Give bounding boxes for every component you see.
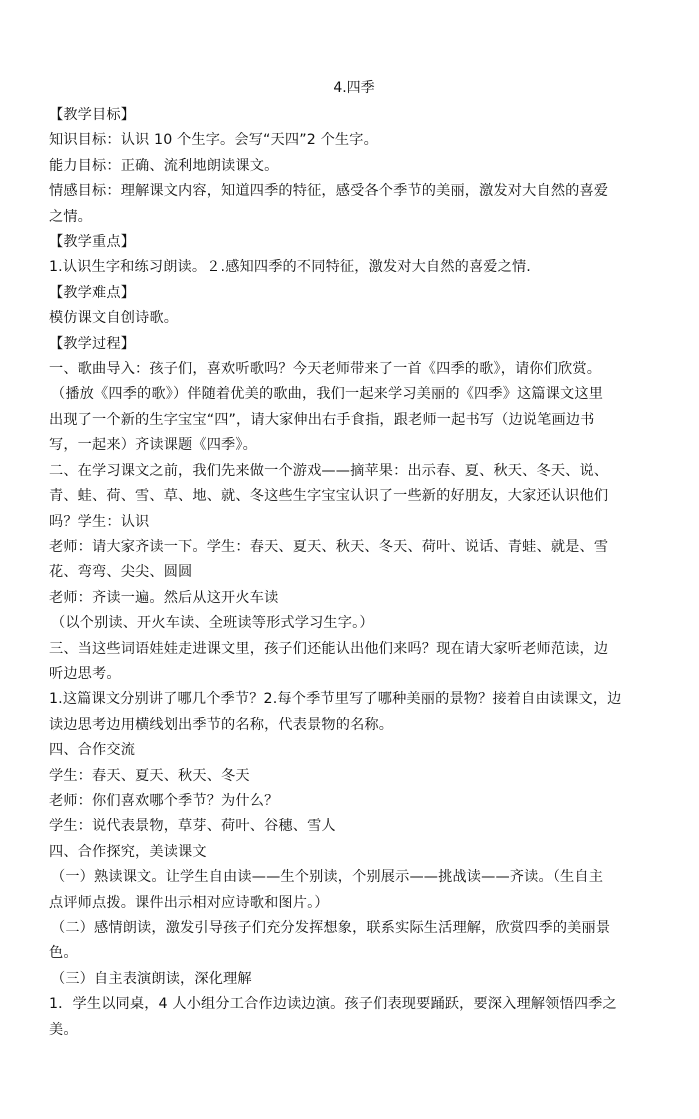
document-body [49,103,649,1043]
text-line: 老师：你们喜欢哪个季节？为什么？ [49,792,279,809]
text-line: 四、合作探究，美读课文 [49,843,207,860]
text-line: 点评师点拨。课件出示相对应诗歌和图片。） [49,894,329,911]
text-line: 学生：春天、夏天、秋天、冬天 [49,767,250,784]
text-line: 青、蛙、荷、雪、草、地、就、冬这些生字宝宝认识了一些新的好朋友，大家还认识他们 [49,488,609,505]
text-line: （以个别读、开火车读、全班读等形式学习生字。） [51,615,374,632]
text-line: 1.这篇课文分别讲了哪几个季节？2.每个季节里写了哪种美丽的景物？接着自由读课文，边 [49,691,622,708]
text-line: 写，一起来）齐读课题《四季》。 [49,437,257,454]
text-line: 二、在学习课文之前，我们先来做一个游戏——摘苹果：出示春、夏、秋天、冬天、说、 [49,462,609,479]
text-line: 美。 [49,1021,78,1038]
text-line: 能力目标：正确、流利地朗读课文。 [49,157,279,174]
text-line: 四、合作交流 [49,742,136,759]
text-line: （播放《四季的歌》）伴随着优美的歌曲，我们一起来学习美丽的《四季》这篇课文这里 [51,386,604,403]
text-line: 吗？学生：认识 [49,513,150,530]
text-line: 模仿课文自创诗歌。 [49,310,179,327]
text-line: 老师：请大家齐读一下。学生：春天、夏天、秋天、冬天、荷叶、说话、青蛙、就是、雪 [49,538,609,555]
section-heading: 【教学过程】 [49,335,136,352]
text-line: 听边思考。 [49,665,121,682]
section-heading: 【教学重点】 [49,234,136,251]
text-line: 1．学生以同桌，4 人小组分工合作边读边演。孩子们表现要踊跃，要深入理解领悟四季之 [49,996,617,1013]
section-heading: 【教学目标】 [49,107,136,123]
text-line: 学生：说代表景物，草芽、荷叶、谷穗、雪人 [49,818,336,835]
text-line: 情感目标：理解课文内容，知道四季的特征，感受各个季节的美丽，激发对大自然的喜爱 [49,183,609,200]
text-line: 色。 [49,945,78,962]
text-line: 花、弯弯、尖尖、圆圆 [49,564,193,581]
text-line: 老师：齐读一遍。然后从这开火车读 [49,589,279,606]
text-line: 1.认识生字和练习朗读。２.感知四季的不同特征，激发对大自然的喜爱之情. [49,259,531,276]
text-line: 读边思考边用横线划出季节的名称，代表景物的名称。 [49,716,394,733]
text-line: 三、当这些词语娃娃走进课文里，孩子们还能认出他们来吗？现在请大家听老师范读，边 [49,640,609,657]
document-page [49,78,649,1043]
text-line: （三）自主表演朗读，深化理解 [51,970,252,987]
text-line: 之情。 [49,208,93,225]
document-title: 4.四季 [333,80,375,96]
text-line: 知识目标：认识 10 个生字。会写“天四”2 个生字。 [49,132,378,149]
text-line: 出现了一个新的生字宝宝“四”，请大家伸出右手食指，跟老师一起书写（边说笔画边书 [49,411,595,428]
text-line: 一、歌曲导入：孩子们，喜欢听歌吗？今天老师带来了一首《四季的歌》，请你们欣赏。 [49,361,602,378]
text-line: （二）感情朗读，激发引导孩子们充分发挥想象，联系实际生活理解，欣赏四季的美丽景 [51,920,611,936]
section-heading: 【教学难点】 [49,284,136,301]
text-line: （一）熟读课文。让学生自由读——生个别读，个别展示——挑战读——齐读。（生自主 [51,869,604,886]
